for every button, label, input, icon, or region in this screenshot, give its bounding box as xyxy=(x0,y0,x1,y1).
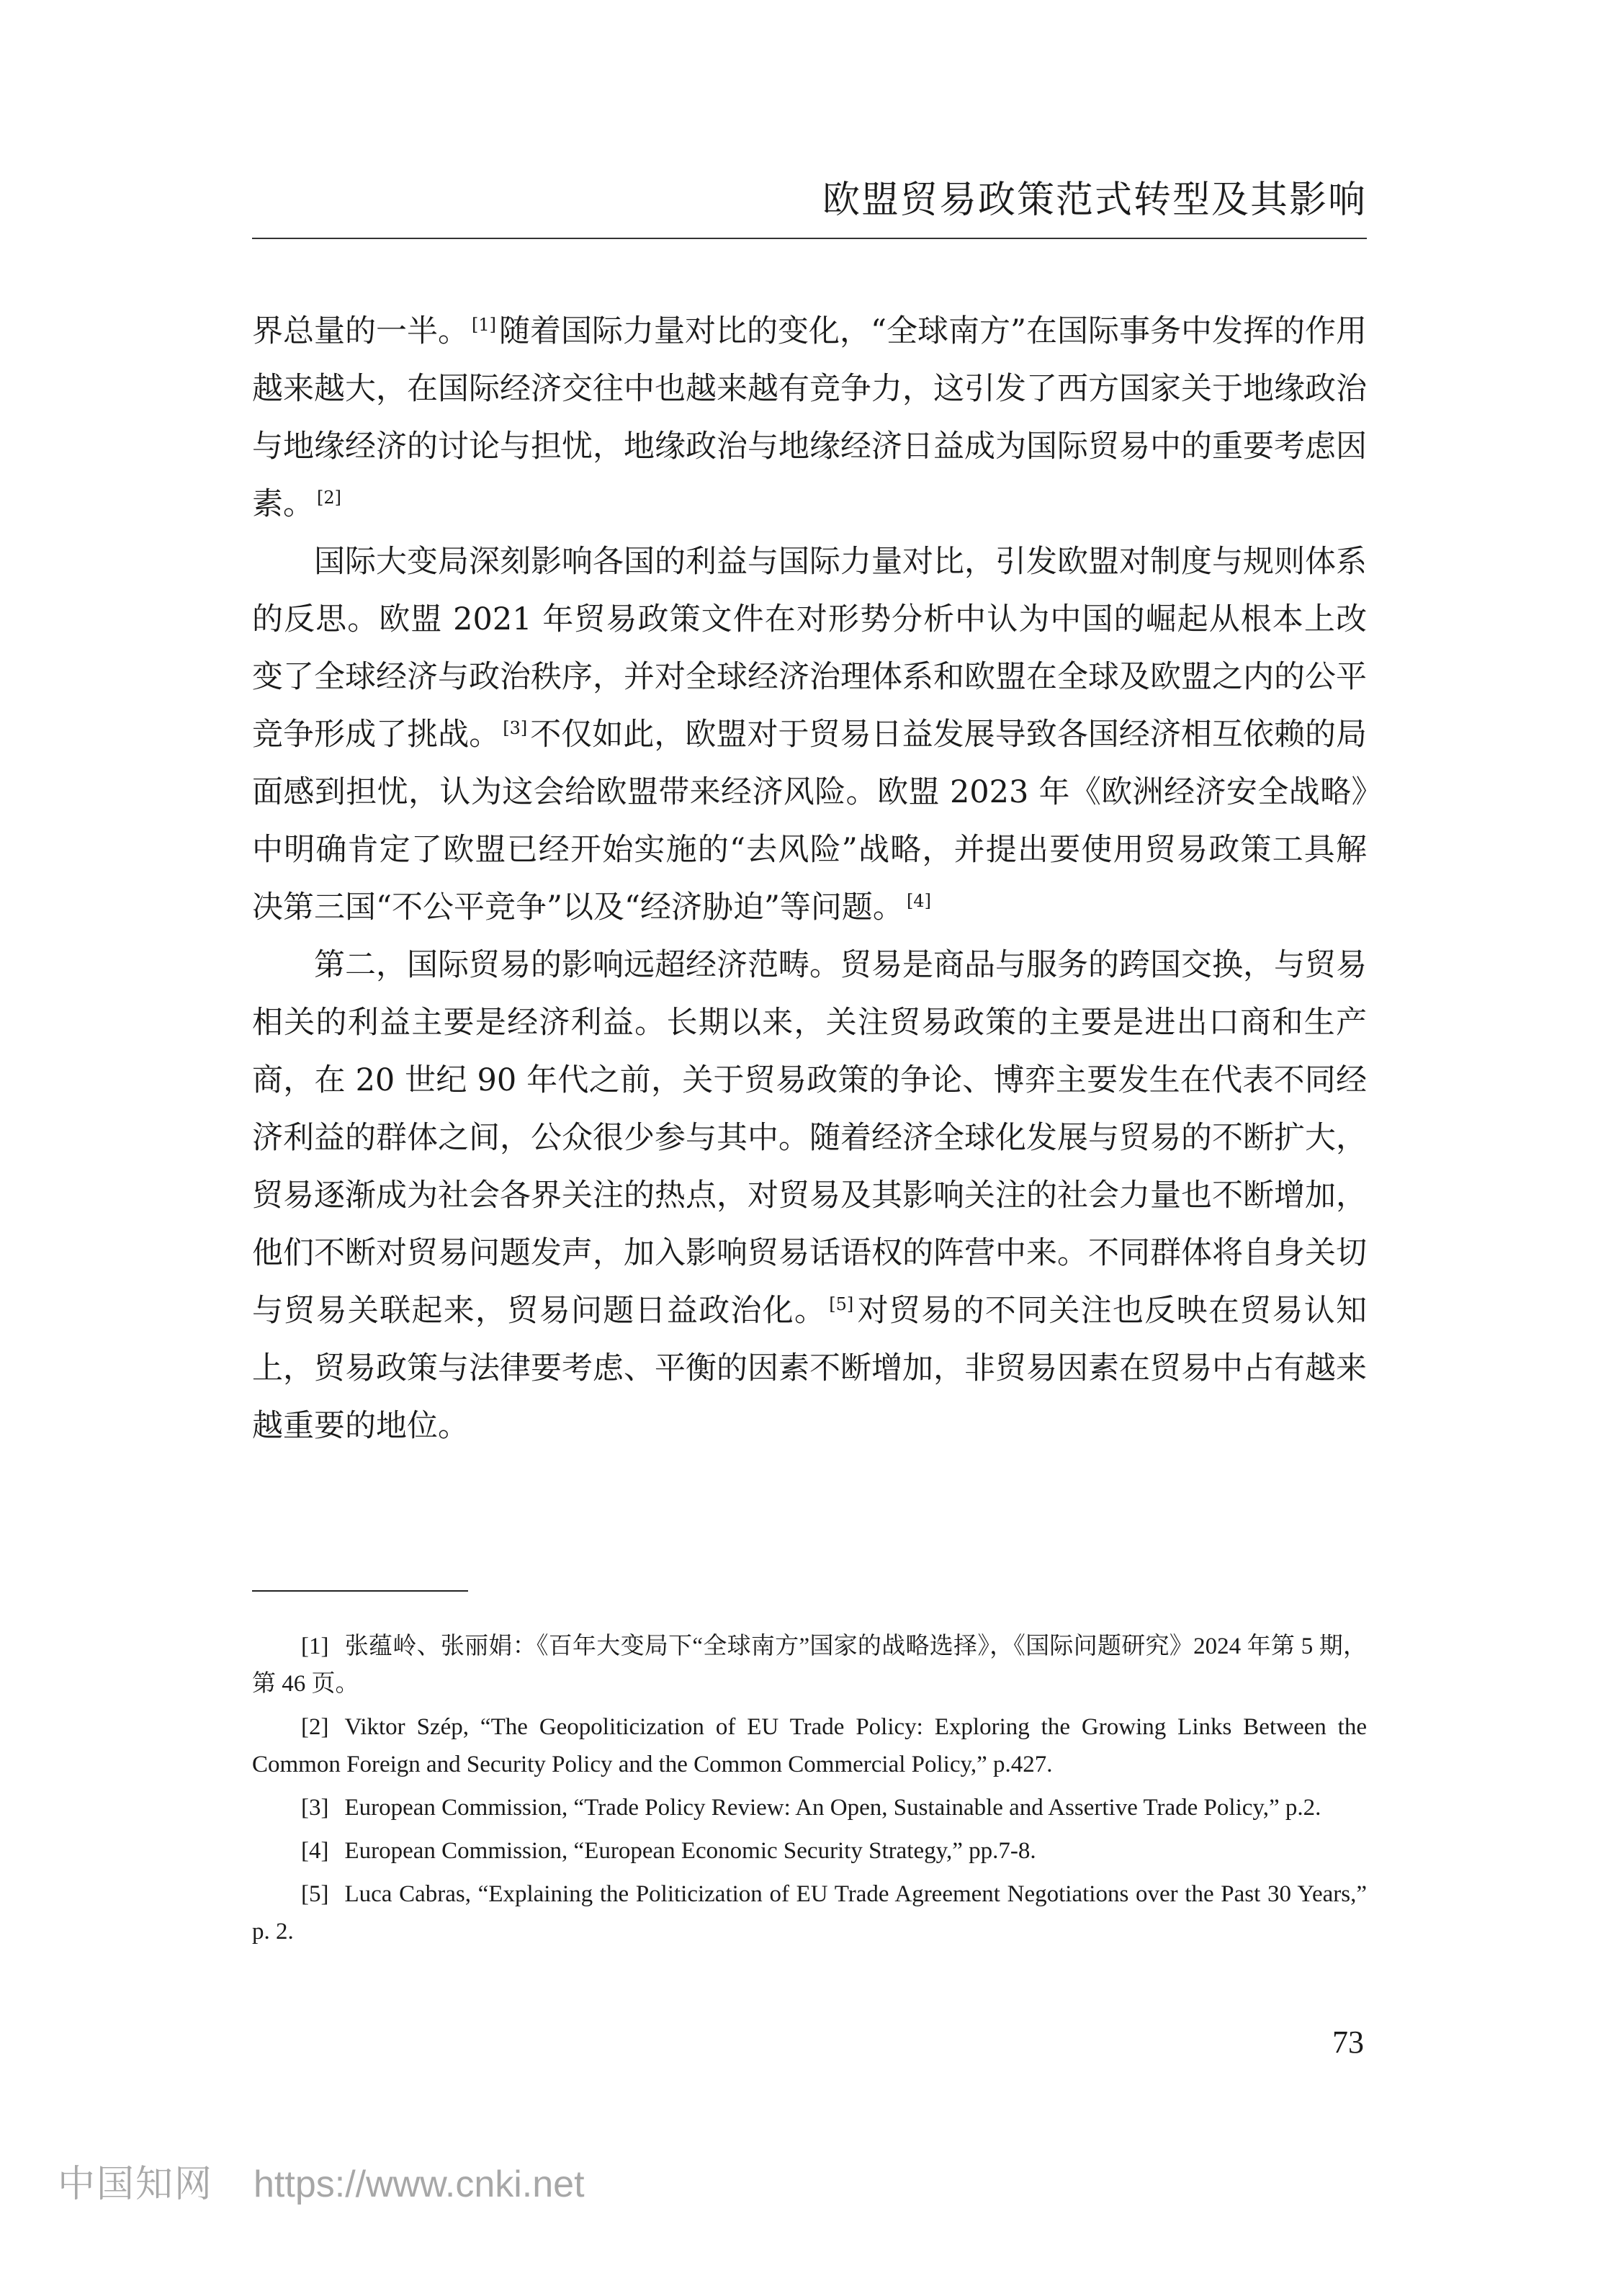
footnote-ref-4[interactable]: [4] xyxy=(906,890,931,911)
paragraph-2-text-a: 国际大变局深刻影响各国的利益与国际力量对比，引发欧盟对制度与规则体系的反思。欧盟 2021 年贸易政策文件在对形势分析中认为中国的崛起从根本上改变了全球经济与政治秩序，并对全球经济治理体系和欧盟在全球及欧盟之内的公平竞争形成了挑战。 xyxy=(252,544,1367,753)
main-text xyxy=(252,302,1367,1455)
footnote-separator xyxy=(252,1590,468,1592)
header-divider xyxy=(252,238,1367,239)
footnote-number: [4] xyxy=(301,1838,329,1864)
footnote-ref-5[interactable]: [5] xyxy=(829,1293,854,1314)
paragraph-2-text-b: 不仅如此，欧盟对于贸易日益发展导致各国经济相互依赖的局面感到担忧，认为这会给欧盟带来经济风险。欧盟 2023 年《欧洲经济安全战略》中明确肯定了欧盟已经开始实施的“去风险”战略，并提出要使用贸易政策工具解决第三国“不公平竞争”以及“经济胁迫”等问题。 xyxy=(252,717,1368,925)
footnote-text: European Commission, “Trade Policy Review: An Open, Sustainable and Assertive Trade Policy,” p.2. xyxy=(344,1795,1321,1821)
footnote-text: Luca Cabras, “Explaining the Politicization of EU Trade Agreement Negotiations over the Past 30 Years,” p. 2. xyxy=(252,1881,1367,1945)
footnote-number: [2] xyxy=(301,1714,329,1740)
footnote-item xyxy=(252,1875,1367,1950)
paragraph-1-text-a: 界总量的一半。 xyxy=(252,313,470,349)
footnote-text: Viktor Szép, “The Geopoliticization of EU Trade Policy: Exploring the Growing Links Between the Common Foreign and Security Policy and the Common Commercial Policy,” p.427. xyxy=(252,1714,1367,1777)
footnote-item xyxy=(252,1789,1367,1826)
paragraph-3-text-a: 第二，国际贸易的影响远超经济范畴。贸易是商品与服务的跨国交换，与贸易相关的利益主要是经济利益。长期以来，关注贸易政策的主要是进出口商和生产商，在 20 世纪 90 年代之前，关于贸易政策的争论、博弈主要发生在代表不同经济利益的群体之间，公众很少参与其中。随着经济全球化发展与贸易的不断扩大，贸易逐渐成为社会各界关注的热点，对贸易及其影响关注的社会力量也不断增加，他们不断对贸易问题发声，加入影响贸易话语权的阵营中来。不同群体将自身关切与贸易关联起来，贸易问题日益政治化。 xyxy=(252,947,1367,1329)
paragraph-1-text-b: 随着国际力量对比的变化，“全球南方”在国际事务中发挥的作用越来越大，在国际经济交往中也越来越有竞争力，这引发了西方国家关于地缘政治与地缘经济的讨论与担忧，地缘政治与地缘经济日益成为国际贸易中的重要考虑因素。 xyxy=(252,313,1368,522)
footnote-ref-3[interactable]: [3] xyxy=(503,717,528,738)
running-header-title: 欧盟贸易政策范式转型及其影响 xyxy=(822,179,1367,222)
footnote-text: European Commission, “European Economic Security Strategy,” pp.7-8. xyxy=(344,1838,1036,1864)
footnote-ref-1[interactable]: [1] xyxy=(472,314,497,335)
paragraph-1 xyxy=(252,302,1367,533)
footnote-number: [5] xyxy=(301,1881,329,1907)
footnote-item xyxy=(252,1628,1367,1703)
paragraph-3 xyxy=(252,936,1367,1455)
paragraph-2 xyxy=(252,533,1367,936)
footnote-ref-2[interactable]: [2] xyxy=(317,487,341,508)
footnote-number: [3] xyxy=(301,1795,329,1821)
footnote-number: [1] xyxy=(301,1633,329,1659)
paragraph-3-text-b: 对贸易的不同关注也反映在贸易认知上，贸易政策与法律要考虑、平衡的因素不断增加，非贸易因素在贸易中占有越来越重要的地位。 xyxy=(252,1293,1368,1444)
cnki-watermark xyxy=(58,2153,585,2207)
footnote-item xyxy=(252,1708,1367,1783)
cnki-url-link[interactable]: https://www.cnki.net xyxy=(253,2163,585,2205)
cnki-logo-text: 中国知网 xyxy=(58,2163,214,2205)
footnotes-section xyxy=(252,1628,1367,1956)
footnote-text: 张蕴岭、张丽娟：《百年大变局下“全球南方”国家的战略选择》，《国际问题研究》2024 年第 5 期，第 46 页。 xyxy=(252,1633,1367,1697)
footnote-item xyxy=(252,1832,1367,1870)
page-number: 73 xyxy=(1332,2024,1364,2060)
